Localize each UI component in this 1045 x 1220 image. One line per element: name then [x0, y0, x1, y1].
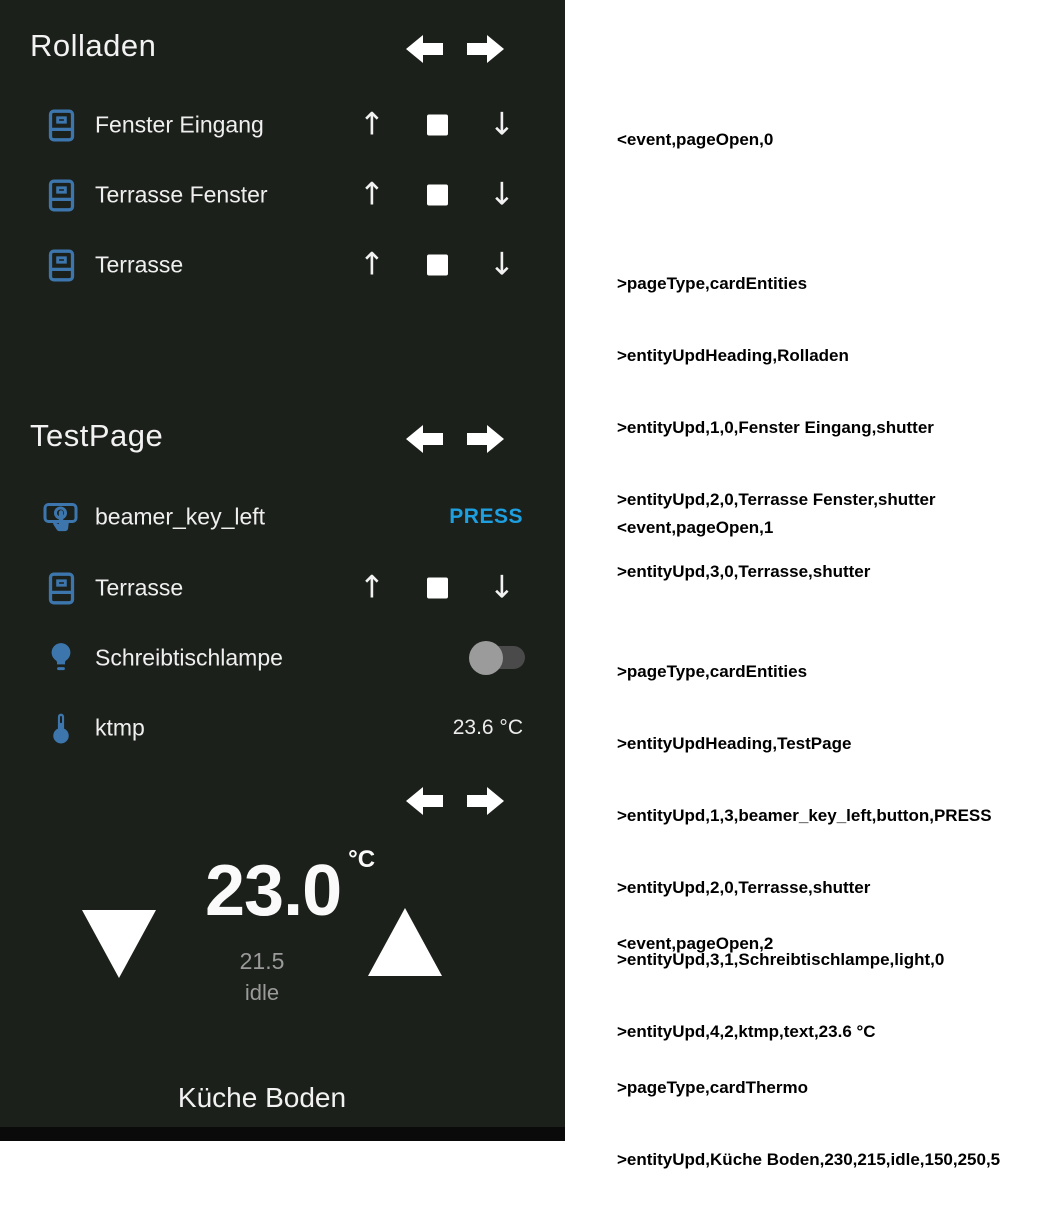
nav-next-arrow-icon[interactable] — [466, 423, 504, 455]
page-nav — [406, 785, 506, 817]
card-thermo-kueche-boden — [0, 760, 565, 1127]
page-nav — [406, 423, 506, 455]
shutter-icon — [44, 571, 78, 605]
log-line: >entityUpd,1,3,beamer_key_left,button,PRESS — [617, 806, 992, 825]
entity-label: Terrasse — [95, 251, 184, 278]
shutter-down-button[interactable]: ↓ — [489, 106, 515, 143]
shutter-stop-button[interactable] — [427, 255, 448, 276]
shutter-stop-button[interactable] — [427, 185, 448, 206]
shutter-down-button[interactable]: ↓ — [489, 246, 515, 283]
log-line: >pageType,cardThermo — [617, 1078, 808, 1097]
page-heading: Rolladen — [30, 28, 157, 63]
entity-row-fenster-eingang — [0, 90, 565, 160]
log-line: >entityUpd,1,0,Fenster Eingang,shutter — [617, 418, 934, 437]
hvac-state: idle — [244, 980, 280, 1005]
shutter-icon — [44, 108, 78, 142]
log-line: <event,pageOpen,0 — [617, 130, 774, 149]
log-line: >entityUpd,4,2,ktmp,text,23.6 °C — [617, 1022, 876, 1041]
shutter-icon — [44, 178, 78, 212]
setpoint-value: 21.5 — [239, 948, 285, 974]
entity-row-terrasse — [0, 230, 565, 300]
entity-label: ktmp — [95, 714, 145, 741]
log-line: <event,pageOpen,2 — [617, 934, 774, 953]
device-bottom-bezel — [0, 1127, 565, 1141]
shutter-stop-button[interactable] — [427, 115, 448, 136]
entity-label: Terrasse Fenster — [95, 181, 268, 208]
nspanel-display — [0, 0, 565, 1127]
card-entities-testpage — [0, 390, 565, 760]
shutter-up-button[interactable]: ↑ — [359, 569, 385, 606]
log-line: >entityUpd,2,0,Terrasse Fenster,shutter — [617, 490, 936, 509]
log-line: >entityUpd,3,0,Terrasse,shutter — [617, 562, 871, 581]
shutter-up-button[interactable]: ↑ — [359, 176, 385, 213]
press-button[interactable]: PRESS — [449, 505, 523, 528]
entity-row-terrasse-fenster — [0, 160, 565, 230]
log-line: >entityUpdHeading,Rolladen — [617, 346, 849, 365]
entity-row-ktmp — [0, 693, 565, 763]
log-line: >pageType,cardEntities — [617, 662, 808, 681]
light-toggle-switch[interactable] — [469, 640, 525, 676]
tap-button-icon — [44, 500, 78, 534]
log-line: >entityUpd,3,1,Schreibtischlampe,light,0 — [617, 950, 945, 969]
temperature-value: 23.6 °C — [452, 716, 523, 739]
shutter-up-button[interactable]: ↑ — [359, 106, 385, 143]
shutter-down-button[interactable]: ↓ — [489, 569, 515, 606]
thermostat-name: Küche Boden — [177, 1082, 347, 1113]
log-line: >entityUpd,2,0,Terrasse,shutter — [617, 878, 871, 897]
entity-row-schreibtischlampe — [0, 623, 565, 693]
nav-next-arrow-icon[interactable] — [466, 33, 504, 65]
entity-label: Fenster Eingang — [95, 111, 264, 138]
setpoint-down-button[interactable] — [82, 910, 156, 978]
lightbulb-icon — [44, 641, 78, 675]
log-line — [617, 200, 1037, 224]
log-line — [617, 1004, 1037, 1028]
nav-prev-arrow-icon[interactable] — [406, 423, 444, 455]
thermometer-icon — [44, 711, 78, 745]
log-line: >entityUpd,Küche Boden,230,215,idle,150,250,5 — [617, 1150, 1001, 1169]
shutter-down-button[interactable]: ↓ — [489, 176, 515, 213]
setpoint-up-button[interactable] — [368, 908, 442, 976]
nav-next-arrow-icon[interactable] — [466, 785, 504, 817]
log-line — [617, 588, 1037, 612]
card-entities-rolladen — [0, 0, 565, 390]
entity-label: Schreibtischlampe — [95, 644, 283, 671]
log-line: >entityUpdHeading,TestPage — [617, 734, 852, 753]
nav-prev-arrow-icon[interactable] — [406, 33, 444, 65]
page-nav — [406, 33, 506, 65]
entity-label: beamer_key_left — [95, 503, 266, 530]
log-block-page2 — [617, 884, 1037, 1220]
current-temperature-value: 23.0 — [205, 851, 342, 931]
shutter-stop-button[interactable] — [427, 578, 448, 599]
entity-label: Terrasse — [95, 574, 184, 601]
log-line: >pageType,cardEntities — [617, 274, 808, 293]
temperature-unit: °C — [348, 846, 376, 873]
toggle-knob — [469, 641, 503, 675]
log-line: <event,pageOpen,1 — [617, 518, 774, 537]
nav-prev-arrow-icon[interactable] — [406, 785, 444, 817]
current-temperature — [205, 846, 375, 932]
entity-row-beamer-key-left — [0, 482, 565, 552]
shutter-icon — [44, 248, 78, 282]
page-heading: TestPage — [30, 418, 164, 453]
shutter-up-button[interactable]: ↑ — [359, 246, 385, 283]
entity-row-terrasse — [0, 553, 565, 623]
